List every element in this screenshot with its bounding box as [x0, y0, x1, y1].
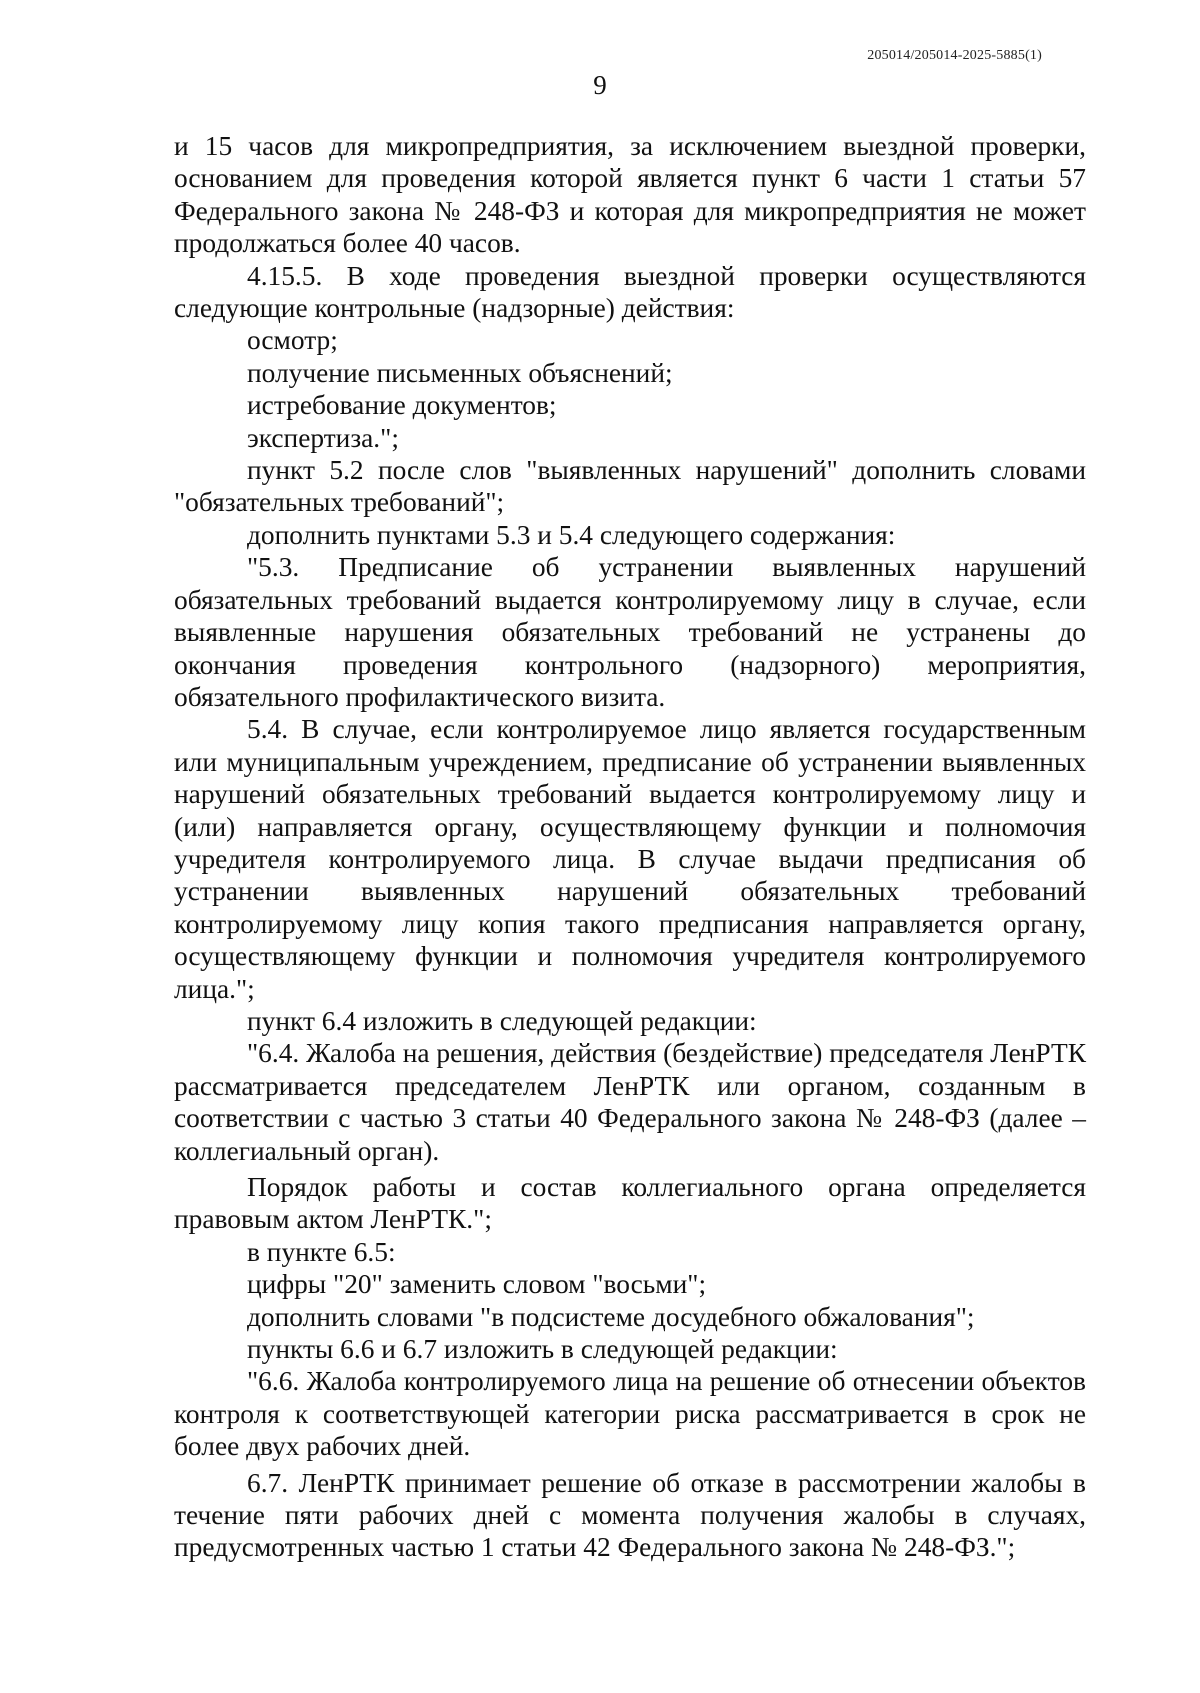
paragraph: 5.4. В случае, если контролируемое лицо является государственным или муниципальным учреждением, предписание об устранении выявленных нарушений обязательных требований выдается контролируемому лицу и (или) направляется органу, осуществляющему функции и полномочия учредителя контролируемого лица. В случае выдачи предписания об устранении выявленных нарушений обязательных требований контролируемому лицу копия такого предписания направляется органу, осуществляющему функции и полномочия учредителя контролируемого лица.";	[174, 714, 1086, 1004]
list-item: осмотр;	[247, 325, 338, 356]
paragraph: 6.7. ЛенРТК принимает решение об отказе в рассмотрении жалобы в течение пяти рабочих дней с момента получения жалобы в случаях, предусмотренных частью 1 статьи 42 Федерального закона № 248-ФЗ.";	[174, 1467, 1086, 1563]
paragraph: и 15 часов для микропредприятия, за исключением выездной проверки, основанием для проведения которой является пункт 6 части 1 статьи 57 Федерального закона № 248-ФЗ и которая для микропредприятия не может продолжаться более 40 часов.	[174, 131, 1086, 259]
list-item: истребование документов;	[247, 390, 557, 421]
paragraph: "6.4. Жалоба на решения, действия (бездействие) председателя ЛенРТК рассматривается председателем ЛенРТК или органом, созданным в соответствии с частью 3 статьи 40 Федерального закона № 248-ФЗ (далее – коллегиальный орган).	[174, 1038, 1086, 1166]
paragraph: пункты 6.6 и 6.7 изложить в следующей редакции:	[247, 1334, 838, 1365]
paragraph: пункт 5.2 после слов "выявленных нарушений" дополнить словами "обязательных требований";	[174, 455, 1086, 518]
list-item: экспертиза.";	[247, 422, 399, 453]
paragraph: "5.3. Предписание об устранении выявленных нарушений обязательных требований выдается контролируемому лицу в случае, если выявленные нарушения обязательных требований не устранены до окончания проведения контрольного (надзорного) мероприятия, обязательного профилактического визита.	[174, 552, 1086, 712]
paragraph: цифры "20" заменить словом "восьми";	[247, 1269, 707, 1300]
paragraph: 4.15.5. В ходе проведения выездной проверки осуществляются следующие контрольные (надзорные) действия:	[174, 260, 1086, 324]
paragraph: дополнить пунктами 5.3 и 5.4 следующего содержания:	[247, 519, 896, 550]
document-body	[174, 130, 1086, 1564]
paragraph: пункт 6.4 изложить в следующей редакции:	[247, 1005, 757, 1036]
paragraph: "6.6. Жалоба контролируемого лица на решение об отнесении объектов контроля к соответствующей категории риска рассматривается в срок не более двух рабочих дней.	[174, 1366, 1086, 1462]
paragraph: Порядок работы и состав коллегиального органа определяется правовым актом ЛенРТК.";	[174, 1172, 1086, 1235]
paragraph: в пункте 6.5:	[247, 1236, 396, 1267]
page-number: 9	[593, 70, 607, 100]
paragraph: дополнить словами "в подсистеме досудебного обжалования";	[247, 1301, 975, 1332]
list-item: получение письменных объяснений;	[247, 357, 673, 388]
document-id: 205014/205014-2025-5885(1)	[867, 48, 1042, 63]
